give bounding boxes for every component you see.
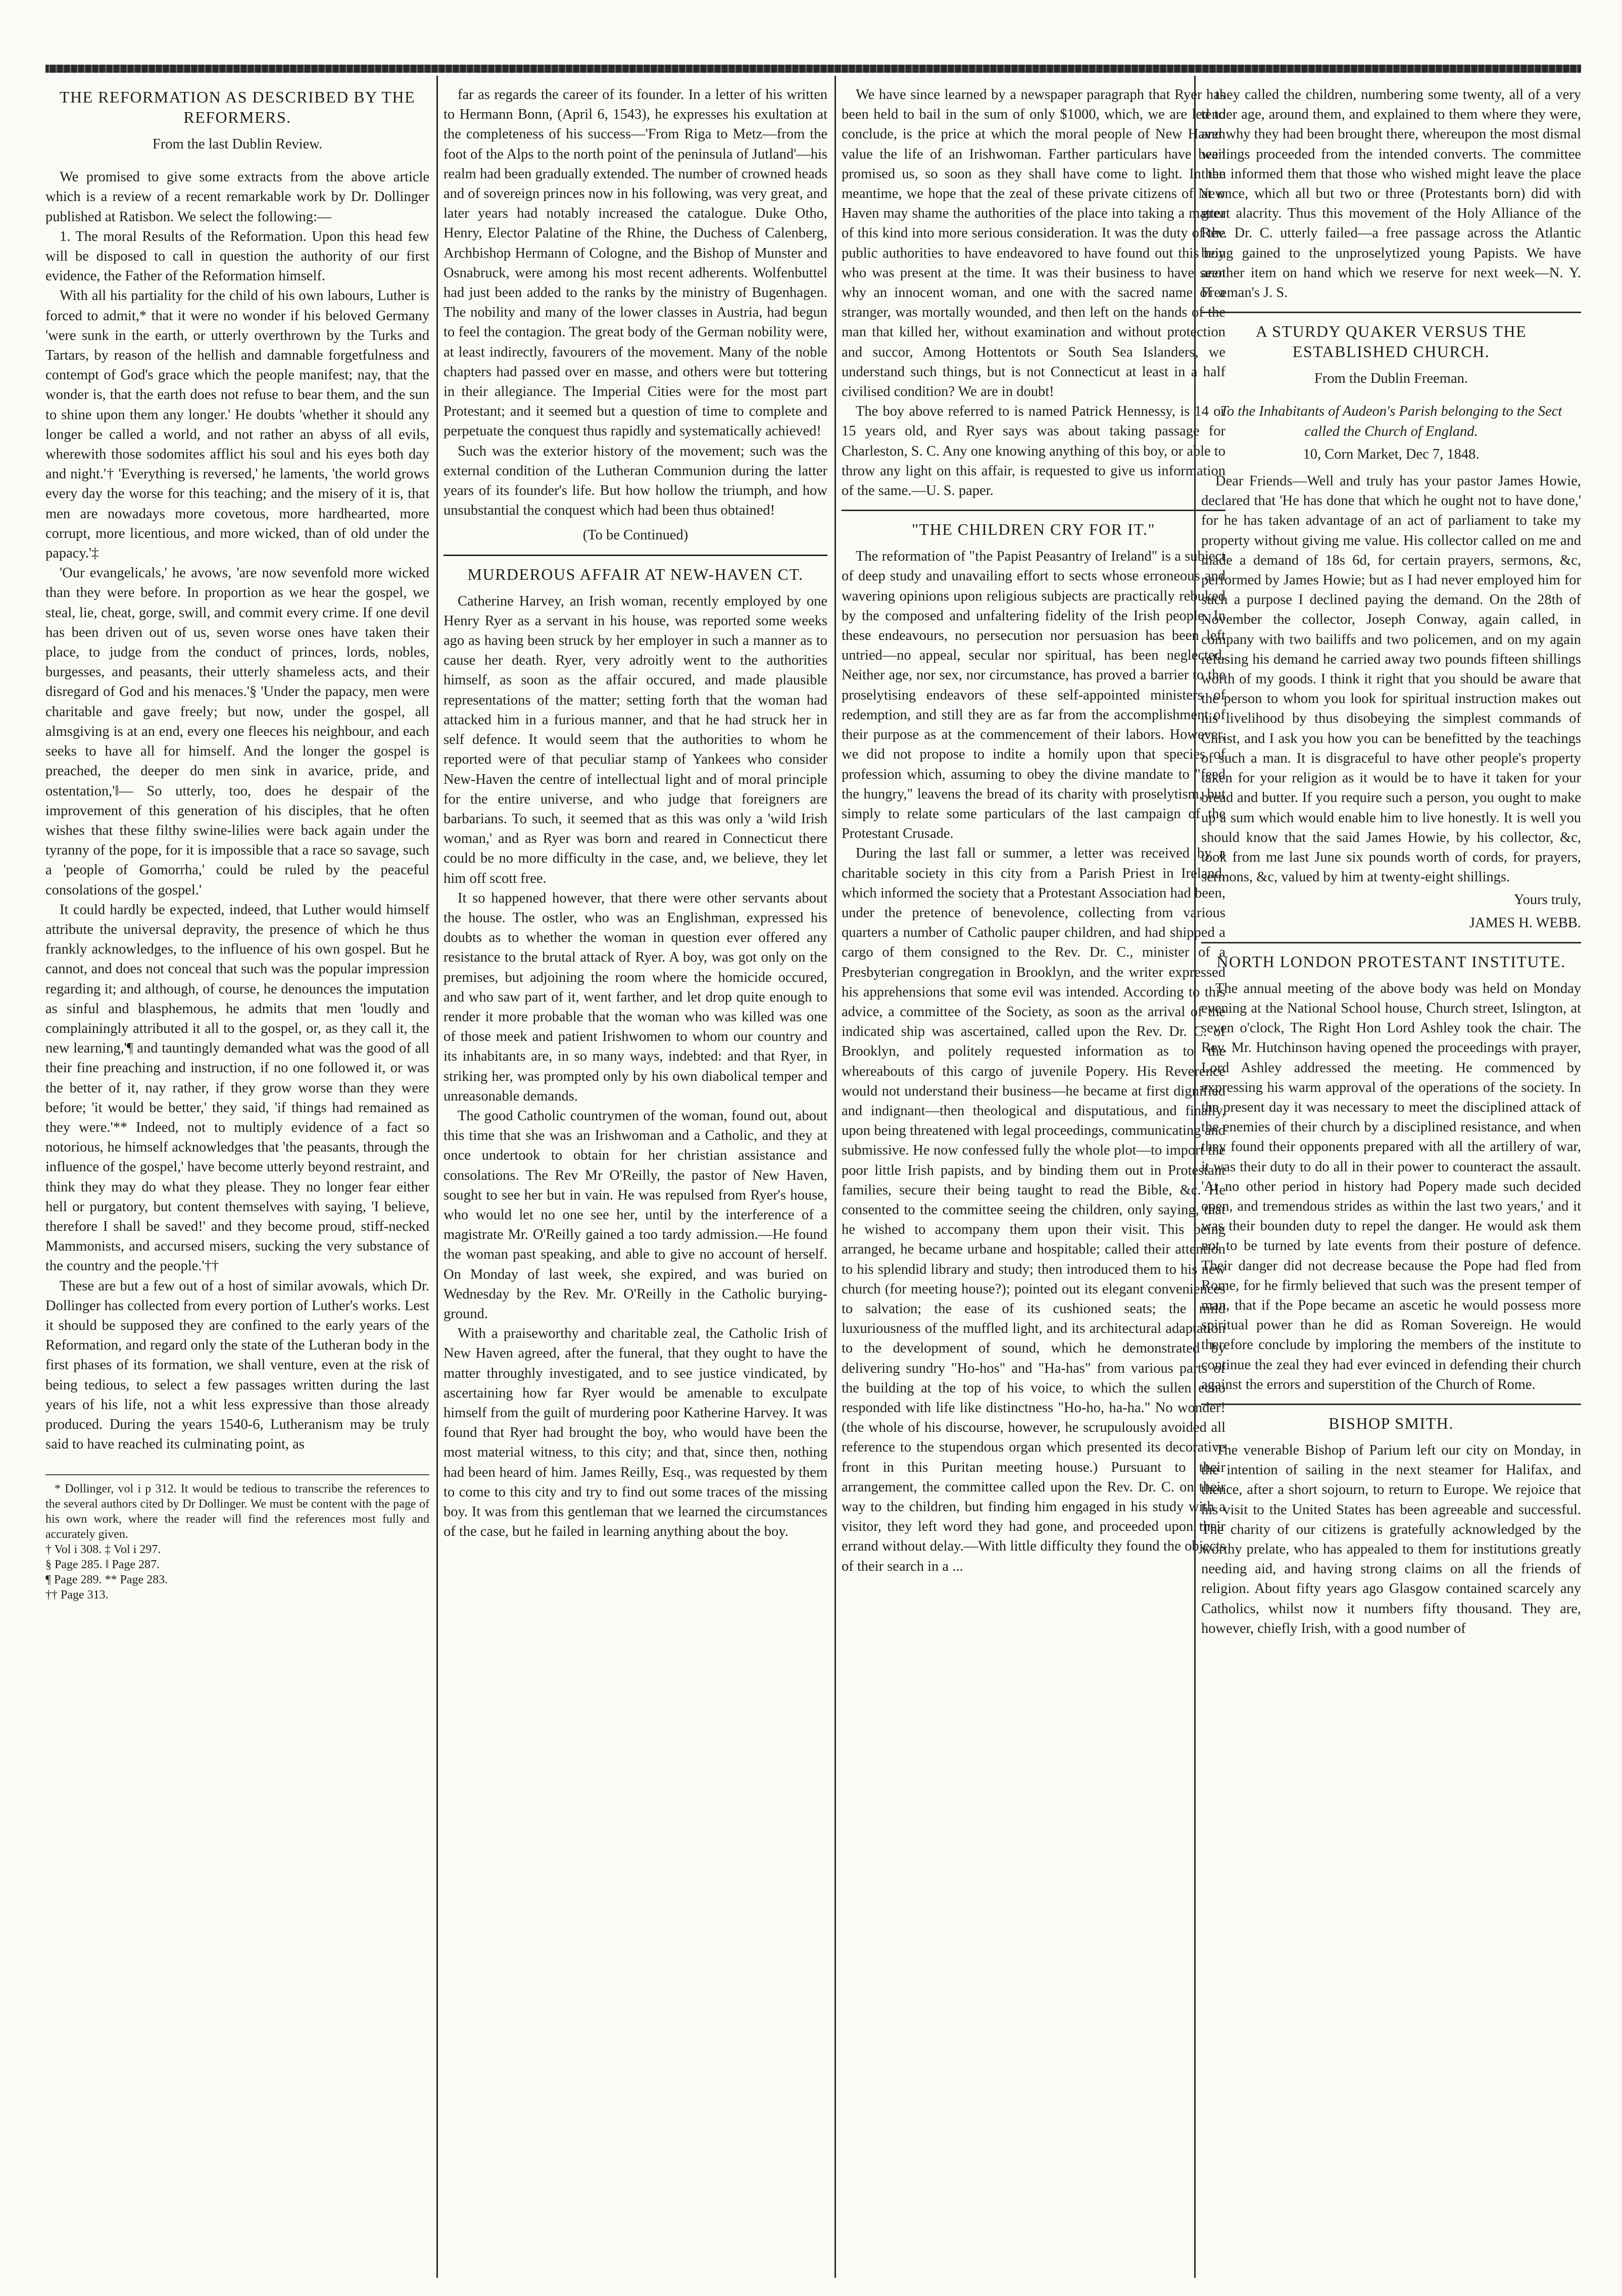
column-2: [444, 85, 827, 2272]
article-headline: NORTH LONDON PROTESTANT INSTITUTE.: [1216, 952, 1566, 971]
paragraph: Catherine Harvey, an Irish woman, recently employed by one Henry Ryer as a servant in his house, was reported some weeks ago as having been struck by her employer in such a manner as to cause her death. Ryer, very adroitly went to the authorities himself, as soon as the affair occured, and made plausible representations of the matter; setting forth that the woman had attacked him in a furious manner, and that he had struck her in self defence. It would seem that the authorities to whom he reported were of that peculiar stamp of Yankees who consider New-Haven the centre of intellectual light and of moral principle for the entire universe, and who judge that foreigners are barbarians. To such, it seemed that as this was only a 'wild Irish woman,' and as Ryer was born and reared in Connecticut there could be no more difficulty in the case, and, we believe, they let him off scott free.: [444, 593, 827, 886]
section-divider: [444, 555, 827, 556]
letter-address: To the Inhabitants of Audeon's Parish belonging to the Sect called the Church of England.: [1220, 404, 1562, 439]
paragraph: 'Our evangelicals,' he avows, 'are now sevenfold more wicked than they were before. In proportion as we hear the gospel, we steal, lie, cheat, gorge, swill, and commit every crime. If one devil has been driven out of us, seven worse ones have taken their place, to judge from the conduct of princes, lords, nobles, burgesses, and peasants, their utterly shameless acts, and their disregard of God and his menaces.'§ 'Under the papacy, men were charitable and gave freely; but now, under the gospel, all almsgiving is at an end, every one fleeces his neighbour, and each seeks to have all for himself. And the longer the gospel is preached, the deeper do men sink in avarice, pride, and ostentation,'‖— So utterly, too, does he despair of the improvement of this generation of his disciples, that he often wishes that these filthy swine-lilies were back again under the tyranny of the pope, for it is impossible that a race so savage, such a 'people of Gomorrha,' could be ruled by the peaceful consolations of the gospel.': [45, 565, 429, 898]
top-border-rule: [45, 65, 1581, 73]
footnote-ref: †† Page 313.: [45, 1588, 109, 1602]
paragraph: The venerable Bishop of Parium left our city on Monday, in the intention of sailing in the next steamer for Halifax, and thence, after a short sojourn, to return to Europe. We rejoice that his visit to the United States has been agreeable and successful. The charity of our citizens is gratefully acknowledged by the worthy prelate, who has appealed to them for institutions greatly needing aid, and having strong claims on all the friends of religion. About fifty years ago Glasgow contained scarcely any Catholics, whilst now it numbers fifty thousand. They are, however, chiefly Irish, with a good number of: [1201, 1442, 1581, 1636]
article-headline: MURDEROUS AFFAIR AT NEW-HAVEN CT.: [467, 565, 804, 583]
article-headline: THE REFORMATION AS DESCRIBED BY THE REFORMERS.: [59, 88, 416, 126]
column-1: [45, 85, 429, 2272]
column-4: [1201, 85, 1581, 2272]
paragraph: We promised to give some extracts from the above article which is a review of a recent remarkable work by Dr. Dollinger published at Ratisbon. We select the following:—: [45, 169, 429, 225]
footnote-ref: ¶ Page 289. ** Page 283.: [45, 1573, 168, 1587]
paragraph: With a praiseworthy and charitable zeal, the Catholic Irish of New Haven agreed, after the funeral, that they ought to have the matter throughly investigated, and to see justice vindicated, by ascertaining how far Ryer would be amenable to exculpate himself from the guilt of murdering poor Katherine Harvey. It was found that Ryer had brought the boy, who would have been the most material witness, to this city; and that, since then, nothing had been heard of him. James Reilly, Esq., was requested by them to come to this city and try to find out some traces of the missing boy. It was from this gentleman that we learned the circumstances of the case, but he failed in learning anything about the boy.: [444, 1326, 827, 1540]
paragraph: The good Catholic countrymen of the woman, found out, about this time that she was an Irishwoman and a Catholic, and they at once undertook to obtain for her christian assistance and consolations. The Rev Mr O'Reilly, the pastor of New Haven, sought to see her but in vain. He was repulsed from Ryer's house, who would let no one see her, until by the interference of a magistrate Mr. O'Reilly gained a too tardy admission.—He found the woman past speaking, and able to give no account of herself. On Monday of last week, she expired, and was buried on Wednesday by the Rev. Mr. O'Reilly in the Catholic burying-ground.: [444, 1108, 827, 1322]
paragraph: they called the children, numbering some twenty, all of a very tender age, around them, and explained to them where they were, and why they had been brought there, whereupon the most dismal wailings proceeded from the intended converts. The committee then informed them that those who wished might leave the place at once, which all but two or three (Protestants born) did with great alacrity. Thus this movement of the Holy Alliance of the Rev. Dr. C. utterly failed—a free passage across the Atlantic being gained to the unproselytized young Papists. We have another item on hand which we reserve for next week—N. Y. Freeman's J. S.: [1201, 87, 1581, 301]
column-rule-1: [436, 76, 438, 2278]
paragraph: The annual meeting of the above body was held on Monday evening at the National School house, Church street, Islington, at seven o'clock, The Right Hon Lord Ashley took the chair. The Rev. Mr. Hutchinson having opened the proceedings with prayer, Lord Ashley addressed the meeting. He commenced by expressing his warm approval of the operations of the society. In the present day it was necessary to meet the disciplined attack of the enemies of their church by a disciplined resistance, and when they found their opponents prepared with all the artillery of war, it was their duty to do all in their power to counteract the assault. 'At no other period in history had Popery made such decided open, and tremendous strides as within the last two years,' and it was their bounden duty to repel the danger. He would ask them not to be turned by late events from their posture of defence. Their danger did not decrease because the Pope had fled from Rome, for he firmly believed that such was the present temper of man, that if the Pope became an ascetic he would possess more spiritual power than he did as Roman Sovereign. He would therefore conclude by imploring the members of the institute to continue the zeal they had ever evinced in defending their church against the errors and superstition of the Church of Rome.: [1201, 980, 1581, 1392]
to-be-continued: (To be Continued): [582, 527, 689, 543]
paragraph: It could hardly be expected, indeed, that Luther would himself attribute the universal depravity, the presence of which he thus frankly acknowledges, to the influence of his own gospel. But he cannot, and does not conceal that such was the popular impression regarding it; and although, of course, he denounces the imputation as sinful and blasphemous, he admits that men 'loudly and complainingly attributed it all to the gospel, or, as they call it, the new learning,'¶ and tauntingly demanded what was the good of all their fine preaching and instruction, if no one followed it, or was the better of it, nay rather, if they grow worse than they were before; 'it would be better,' they said, 'if things had remained as they were.'** Indeed, not to multiply evidence of a fact so notorious, he himself acknowledges that 'the peasants, through the influence of the gospel,' have become utterly beyond restraint, and think they may do what they please. They no longer fear either hell or purgatory, but content themselves with saying, 'I believe, therefore I shall be saved!' and they become proud, stiff-necked Mammonists, and accursed misers, sucking the very substance of the country and the people.'††: [45, 902, 429, 1274]
section-divider: [842, 510, 1225, 511]
article-headline: BISHOP SMITH.: [1329, 1414, 1454, 1432]
article-source: From the Dublin Freeman.: [1314, 371, 1468, 387]
letter-signature: JAMES H. WEBB.: [1469, 915, 1581, 931]
footnote: * Dollinger, vol i p 312. It would be tedious to transcribe the references to the several authors cited by Dr Dollinger. We must be content with the page of his own work, where the reader will find the references most fully and accurately given.: [45, 1482, 429, 1541]
paragraph: 1. The moral Results of the Reformation. Upon this head few will be disposed to call in question the authority of our first evidence, the Father of the Reformation himself.: [45, 228, 429, 284]
paragraph: With all his partiality for the child of his own labours, Luther is forced to admit,* that it were no wonder if his beloved Germany 'were sunk in the earth, or utterly overthrown by the Turks and Tartars, by reason of the hellish and damnable forgetfulness and contempt of God's grace which the people manifest; nay, that the wonder is, that the earth does not refuse to bear them, and the sun to shine upon them any longer.' He doubts 'whether it should any longer be called a world, and not rather an abyss of all evils, wherewith those sodomites afflict his soul and his eyes both day and night.'† 'Everything is reversed,' he laments, 'the world grows every day the worse for this teaching; and the misery of it is, that men are nowadays more covetous, more hardhearted, more corrupt, more licentious, and more wicked, than of old under the papacy.'‡: [45, 288, 429, 562]
section-divider: [1201, 942, 1581, 943]
paragraph: Such was the exterior history of the movement; such was the external condition of the Lutheran Communion during the latter years of its founder's life. But how hollow the triumph, and how unsubstantial the conquest which had been thus obtained!: [444, 443, 827, 519]
footnotes: [45, 1474, 429, 1603]
footnote-ref: † Vol i 308. ‡ Vol i 297.: [45, 1543, 161, 1557]
paragraph: We have since learned by a newspaper paragraph that Ryer has been held to bail in the sum of only $1000, which, we are led to conclude, is the price at which the moral people of New Haven value the life of an Irishwoman. Farther particulars have been promised us, so soon as they shall have come to light. In the meantime, we hope that the zeal of these private citizens of New Haven may shame the authorities of the place into taking a matter of this kind into more serious consideration. It was the duty of the public authorities to have endeavored to have found out this boy who was present at the time. It was their business to have seen why an innocent woman, and one with the sacred name of a stranger, was mortally wounded, and then left on the hands of the man that killed her, without examination and without protection and succor, Among Hottentots or South Sea Islanders, we understand such things, but is not Connecticut at least in a half civilised condition? We are in doubt!: [842, 87, 1225, 400]
section-divider: [1201, 312, 1581, 313]
column-3: [842, 85, 1225, 2272]
paragraph: Dear Friends—Well and truly has your pastor James Howie, declared that 'He has done that which he ought not to have done,' for he has taken advantage of an act of parliament to take my property without giving me value. His collector called on me and made a demand of 18s 6d, for certain prayers, sermons, &c, performed by James Howie; but as I had never employed him for such a purpose I declined paying the demand. On the 28th of November the collector, Joseph Conway, again called, in company with two bailiffs and two policemen, and on my again refusing his demand he carried away two pounds fifteen shillings worth of my goods. I think it right that you should be aware that the person to whom you look for spiritual instruction makes out his livelihood by thus disobeying the simplest commands of Christ, and I ask you how you can be benefitted by the teachings of such a man. It is disgraceful to have other people's property taken for your religion as it would be to have it taken for your bread and butter. If you require such a person, you ought to make up a sum which would enable him to live honestly. It is well you should know that the said James Howie, by his collector, &c, took from me last June six pounds worth of cords, for prayers, sermons, &c, valued by him at twenty-eight shillings.: [1201, 473, 1581, 885]
column-rule-2: [834, 76, 836, 2278]
paragraph: far as regards the career of its founder. In a letter of his written to Hermann Bonn, (April 6, 1543), he expresses his exultation at the completeness of his success—'From Riga to Metz—from the foot of the Alps to the north point of the peninsula of Jutland'—his realm had been gradually extended. The number of crowned heads and of sovereign princes now in his following, was very great, and later years had notably increased the catalogue. Duke Otho, Henry, Elector Palatine of the Rhine, the Duchess of Calenberg, Archbishop Hermann of Cologne, and the Bishop of Munster and Osnabruck, were among his most recent adherents. Wolfenbuttel had just been added to the ranks by the ministry of Bugenhagen. The nobility and many of the lower classes in Austria, had begun to feel the contagion. The great body of the German nobility were, at least indirectly, favourers of the movement. Many of the noble chapters had passed over en masse, and others were but tottering in their allegiance. The Imperial Cities were for the most part Protestant; and it seemed but a question of time to complete and perpetuate the conquest thus rapidly and systematically achieved!: [444, 87, 827, 439]
letter-date: 10, Corn Market, Dec 7, 1848.: [1303, 446, 1480, 462]
article-headline: A STURDY QUAKER VERSUS THE ESTABLISHED CHURCH.: [1255, 322, 1527, 361]
footnote-ref: § Page 285. ‖ Page 287.: [45, 1558, 160, 1572]
paragraph: The boy above referred to is named Patrick Hennessy, is 14 or 15 years old, and Ryer says was about taking passage for Charleston, S. C. Any one knowing anything of this boy, or able to throw any light on this affair, is requested to give us information of the same.—U. S. paper.: [842, 404, 1225, 499]
paragraph: It so happened however, that there were other servants about the house. The ostler, who was an Englishman, expressed his doubts as to whether the woman in question ever offered any resistance to the brutal attack of Ryer. A boy, was got only on the premises, but adjoining the room where the homicide occured, and who saw part of it, went farther, and let drop quite enough to render it more probable that the woman who was killed was one of those meek and patient Irishwomen to whom our country and its inhabitants are, in so many ways, indebted: and that Ryer, in striking her, was prompted only by his own diabolical temper and unreasonable demands.: [444, 890, 827, 1104]
article-headline: "THE CHILDREN CRY FOR IT.": [911, 520, 1155, 539]
letter-closing: Yours truly,: [1513, 892, 1581, 908]
section-divider: [1201, 1404, 1581, 1405]
paragraph: The reformation of "the Papist Peasantry of Ireland" is a subject of deep study and unavailing effort to sects whose erroneous and wavering opinions upon religious subjects are practically rebuked by the composed and unfaltering fidelity of the Irish people. In these endeavours, no persecution nor persuasion has been left untried—no appeal, secular nor spiritual, has been neglected. Neither age, nor sex, nor circumstance, has proved a barrier to the proselytising endeavors of these self-appointed ministers of redemption, and still they are as far from the accomplishment of their purpose as at the commencement of their labors. However, we did not propose to indite a homily upon that species of profession which, assuming to obey the divine mandate to "feed the hungry," leavens the bread of its charity with proselytism, but simply to relate some particulars of the last campaign of the Protestant Crusade.: [842, 548, 1225, 842]
paragraph: During the last fall or summer, a letter was received by a charitable society in this city from a Parish Priest in Ireland, which informed the society that a Protestant Association had been, under the pretence of benevolence, collecting from various quarters a number of Catholic pauper children, and had shipped a cargo of them consigned to the Rev. Dr. C., minister of a Presbyterian congregation in Brooklyn, and the writer expressed his apprehensions that some evil was intended. According to this advice, a committee of the Society, as soon as the arrival of the indicated ship was ascertained, called upon the Rev. Dr. C. of Brooklyn, and politely requested information as to the whereabouts of this cargo of juvenile Popery. His Reverence would not understand their business—he became at first dignified and indignant—then theological and disputatious, and finally, upon being threatened with legal proceedings, communicating and submissive. He now confessed fully the whole plot—to import the poor little Irish papists, and by binding them out in Protestant families, secure their being taught to read the Bible, &c. He consented to the committee seeing the children, only saying, that he wished to accompany them upon their visit. This being arranged, he became urbane and hospitable; called their attention to his splendid library and study; then introduced them to his new church (for meeting house?); pointed out its elegant conveniences to salvation; the ease of its cushioned seats; the mild luxuriousness of the muffled light, and its architectural adaptation to the development of sound, which he demonstrated by delivering sundry "Ho-hos" and "Ha-has" from various parts of the building at the top of his voice, to which the sullen echo responded with life like distinctness "Ho-ho, ha-ha." No wonder! (the whole of his discourse, however, he scrupulously avoided all reference to the stupendous organ which presented its decorative front in this Puritan meeting house.) Pursuant to their arrangement, the committee called upon the Rev. Dr. C. on their way to the children, but finding him engaged in his study with a visitor, they left word they had gone, and proceeded upon their errand without delay.—With little difficulty they found the objects of their search in a ...: [842, 845, 1225, 1574]
paragraph: These are but a few out of a host of similar avowals, which Dr. Dollinger has collected from every portion of Luther's works. Lest it should be supposed they are confined to the early years of the Reformation, and regard only the state of the Lutheran body in the first phases of its formation, we shall venture, even at the risk of being tedious, to select a few passages written during the last years of his life, not a whit less expressive than those already produced. During the years 1540-6, Lutheranism may be truly said to have reached its culminating point, as: [45, 1278, 429, 1453]
article-source: From the last Dublin Review.: [152, 136, 323, 152]
